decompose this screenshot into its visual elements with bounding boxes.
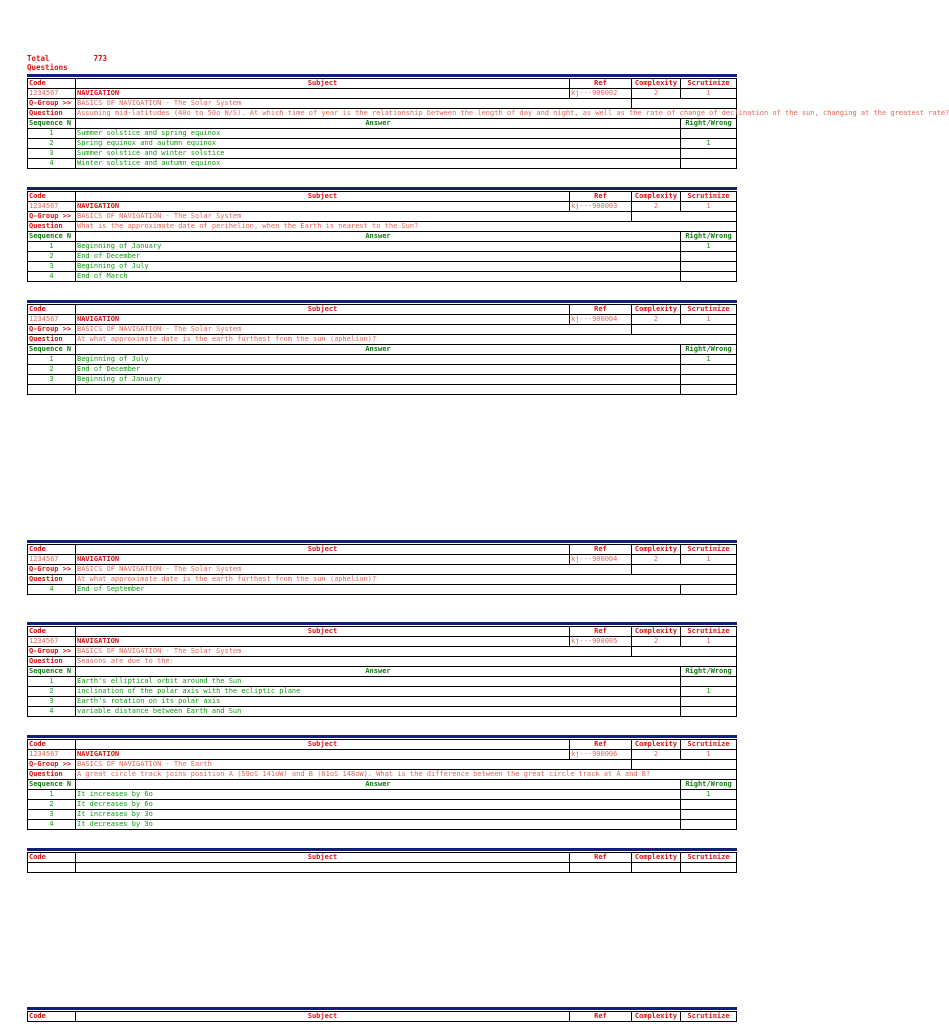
sequence-header: Sequence N xyxy=(28,232,76,242)
answer-header: Answer xyxy=(76,232,681,242)
answer-seq: 2 xyxy=(28,252,76,262)
answer-row xyxy=(28,365,737,375)
answer-text: Beginning of January xyxy=(76,375,681,385)
subject-header: Subject xyxy=(76,1012,570,1022)
question-label: Question xyxy=(28,335,76,345)
rightwrong-header: Right/Wrong xyxy=(681,667,737,677)
answer-rightwrong: 1 xyxy=(681,355,737,365)
answer-text: Beginning of July xyxy=(76,355,681,365)
complexity-value: 2 xyxy=(632,555,681,565)
complexity-header: Complexity xyxy=(632,545,681,555)
complexity-header: Complexity xyxy=(632,853,681,863)
subject-value: NAVIGATION xyxy=(76,637,570,647)
block-separator xyxy=(27,540,737,543)
answer-header: Answer xyxy=(76,780,681,790)
rightwrong-header: Right/Wrong xyxy=(681,345,737,355)
answer-seq: 3 xyxy=(28,697,76,707)
qgroup-label: Q-Group >> xyxy=(28,760,76,770)
question-block xyxy=(27,848,737,873)
scrutinize-value: 1 xyxy=(681,202,737,212)
code-value: 1234567 xyxy=(28,202,76,212)
block-separator xyxy=(27,1007,737,1010)
answer-header: Answer xyxy=(76,119,681,129)
answer-row xyxy=(28,149,737,159)
total-questions-label: Total Questions xyxy=(27,54,68,72)
answer-seq: 1 xyxy=(28,355,76,365)
answer-seq: 4 xyxy=(28,585,76,595)
answer-rightwrong: 1 xyxy=(681,139,737,149)
code-value: 1234567 xyxy=(28,637,76,647)
block-separator xyxy=(27,300,737,303)
answer-rightwrong xyxy=(681,820,737,830)
complexity-header: Complexity xyxy=(632,1012,681,1022)
answer-row xyxy=(28,129,737,139)
qgroup-value: BASICS OF NAVIGATION - The Solar System xyxy=(76,647,632,657)
answer-seq: 1 xyxy=(28,242,76,252)
ref-header: Ref xyxy=(570,853,632,863)
answer-text: Spring equinox and autumn equinox xyxy=(76,139,681,149)
answer-row xyxy=(28,252,737,262)
answer-seq: 3 xyxy=(28,810,76,820)
complexity-header: Complexity xyxy=(632,627,681,637)
question-block xyxy=(27,540,737,595)
subject-value: NAVIGATION xyxy=(76,315,570,325)
complexity-value: 2 xyxy=(632,750,681,760)
answer-row xyxy=(28,820,737,830)
answer-text: End of December xyxy=(76,252,681,262)
question-text: What is the approximate date of perihelion, when the Earth is nearest to the Sun? xyxy=(76,222,737,232)
code-header: Code xyxy=(28,305,76,315)
subject-value: NAVIGATION xyxy=(76,555,570,565)
answer-text: It increases by 6o xyxy=(76,790,681,800)
subject-header: Subject xyxy=(76,305,570,315)
answer-text: Winter solstice and autumn equinox xyxy=(76,159,681,169)
answer-rightwrong xyxy=(681,585,737,595)
subject-header: Subject xyxy=(76,740,570,750)
question-label: Question xyxy=(28,109,76,119)
complexity-value: 2 xyxy=(632,315,681,325)
answer-row xyxy=(28,697,737,707)
subject-header: Subject xyxy=(76,192,570,202)
answer-seq: 4 xyxy=(28,272,76,282)
scrutinize-value: 1 xyxy=(681,637,737,647)
answer-row xyxy=(28,272,737,282)
scrutinize-value: 1 xyxy=(681,555,737,565)
qgroup-value: BASICS OF NAVIGATION - The Solar System xyxy=(76,99,632,109)
answer-rightwrong xyxy=(681,365,737,375)
subject-header: Subject xyxy=(76,853,570,863)
total-questions xyxy=(27,54,107,72)
subject-value: NAVIGATION xyxy=(76,89,570,99)
answer-row xyxy=(28,355,737,365)
answer-header: Answer xyxy=(76,345,681,355)
answer-text: Earth's elliptical orbit around the Sun xyxy=(76,677,681,687)
answer-seq: 2 xyxy=(28,365,76,375)
ref-value: kj---900003 xyxy=(570,202,632,212)
answer-rightwrong xyxy=(681,272,737,282)
answer-seq: 1 xyxy=(28,677,76,687)
question-block xyxy=(27,187,737,282)
ref-value: kj---900004 xyxy=(570,315,632,325)
answer-row xyxy=(28,242,737,252)
subject-header: Subject xyxy=(76,79,570,89)
qgroup-value: BASICS OF NAVIGATION - The Solar System xyxy=(76,325,632,335)
ref-value: kj---900004 xyxy=(570,555,632,565)
sequence-header: Sequence N xyxy=(28,667,76,677)
rightwrong-header: Right/Wrong xyxy=(681,232,737,242)
scrutinize-header: Scrutinize xyxy=(681,1012,737,1022)
block-separator xyxy=(27,622,737,625)
code-value: 1234567 xyxy=(28,89,76,99)
answer-row xyxy=(28,810,737,820)
answer-row xyxy=(28,677,737,687)
answer-rightwrong xyxy=(681,262,737,272)
complexity-value: 2 xyxy=(632,637,681,647)
question-label: Question xyxy=(28,657,76,667)
answer-text: Summer solstice and spring equinox xyxy=(76,129,681,139)
answer-rightwrong xyxy=(681,375,737,385)
answer-header: Answer xyxy=(76,667,681,677)
question-text: A great circle track joins position A (59oS 141oW) and B (61oS 148oW). What is the difference between the great circle track at A and B? xyxy=(76,770,737,780)
answer-seq: 2 xyxy=(28,800,76,810)
scrutinize-header: Scrutinize xyxy=(681,79,737,89)
answer-row xyxy=(28,790,737,800)
code-header: Code xyxy=(28,79,76,89)
question-block xyxy=(27,1007,737,1022)
qgroup-value: BASICS OF NAVIGATION - The Solar System xyxy=(76,212,632,222)
ref-header: Ref xyxy=(570,1012,632,1022)
answer-seq: 3 xyxy=(28,375,76,385)
complexity-value: 2 xyxy=(632,202,681,212)
answer-rightwrong xyxy=(681,149,737,159)
block-separator xyxy=(27,848,737,851)
scrutinize-value: 1 xyxy=(681,89,737,99)
question-block xyxy=(27,74,949,169)
complexity-header: Complexity xyxy=(632,305,681,315)
ref-value: kj---900006 xyxy=(570,750,632,760)
answer-seq: 1 xyxy=(28,790,76,800)
code-value: 1234567 xyxy=(28,315,76,325)
qgroup-label: Q-Group >> xyxy=(28,647,76,657)
sequence-header: Sequence N xyxy=(28,780,76,790)
question-text: Assuming mid-latitudes (40o to 50o N/S). At which time of year is the relationship between the length of day and night, as well as the rate of change of declination of the sun, changing at the greatest rate? xyxy=(77,109,949,117)
sequence-header: Sequence N xyxy=(28,119,76,129)
ref-value: kj---900005 xyxy=(570,637,632,647)
answer-row xyxy=(28,687,737,697)
answer-rightwrong: 1 xyxy=(681,242,737,252)
answer-row xyxy=(28,800,737,810)
answer-seq: 1 xyxy=(28,129,76,139)
complexity-value: 2 xyxy=(632,89,681,99)
answer-row xyxy=(28,139,737,149)
block-separator xyxy=(27,187,737,190)
code-header: Code xyxy=(28,740,76,750)
code-value: 1234567 xyxy=(28,750,76,760)
answer-seq: 4 xyxy=(28,707,76,717)
answer-rightwrong xyxy=(681,129,737,139)
qgroup-value: BASICS OF NAVIGATION - The Solar System xyxy=(76,565,632,575)
question-text: At what approximate date is the earth furthest from the sun (aphelion)? xyxy=(76,575,737,585)
complexity-header: Complexity xyxy=(632,740,681,750)
scrutinize-header: Scrutinize xyxy=(681,305,737,315)
block-separator xyxy=(27,735,737,738)
answer-rightwrong xyxy=(681,707,737,717)
answer-row xyxy=(28,385,737,395)
question-block xyxy=(27,300,737,395)
answer-text: Beginning of July xyxy=(76,262,681,272)
qgroup-label: Q-Group >> xyxy=(28,325,76,335)
answer-rightwrong xyxy=(681,252,737,262)
question-block xyxy=(27,735,737,830)
answer-row xyxy=(28,707,737,717)
ref-header: Ref xyxy=(570,79,632,89)
scrutinize-header: Scrutinize xyxy=(681,740,737,750)
answer-seq: 4 xyxy=(28,820,76,830)
answer-text: inclination of the polar axis with the ecliptic plane xyxy=(76,687,681,697)
code-header: Code xyxy=(28,545,76,555)
answer-seq: 2 xyxy=(28,139,76,149)
code-header: Code xyxy=(28,853,76,863)
code-value: 1234567 xyxy=(28,555,76,565)
question-text: Seasons are due to the: xyxy=(76,657,737,667)
answer-row xyxy=(28,375,737,385)
question-block xyxy=(27,622,737,717)
scrutinize-header: Scrutinize xyxy=(681,627,737,637)
answer-seq: 3 xyxy=(28,262,76,272)
rightwrong-header: Right/Wrong xyxy=(681,119,737,129)
complexity-header: Complexity xyxy=(632,79,681,89)
answer-text: End of December xyxy=(76,365,681,375)
question-label: Question xyxy=(28,222,76,232)
answer-rightwrong xyxy=(681,677,737,687)
scrutinize-value: 1 xyxy=(681,315,737,325)
ref-header: Ref xyxy=(570,627,632,637)
code-header: Code xyxy=(28,192,76,202)
answer-row xyxy=(28,159,737,169)
answer-text: Beginning of January xyxy=(76,242,681,252)
scrutinize-header: Scrutinize xyxy=(681,192,737,202)
sequence-header: Sequence N xyxy=(28,345,76,355)
ref-header: Ref xyxy=(570,545,632,555)
ref-header: Ref xyxy=(570,192,632,202)
answer-text: Summer solstice and winter solstice xyxy=(76,149,681,159)
answer-rightwrong: 1 xyxy=(681,687,737,697)
answer-text: It decreases by 6o xyxy=(76,800,681,810)
answer-rightwrong: 1 xyxy=(681,790,737,800)
qgroup-value: BASICS OF NAVIGATION - The Earth xyxy=(76,760,632,770)
ref-header: Ref xyxy=(570,305,632,315)
scrutinize-value: 1 xyxy=(681,750,737,760)
subject-value: NAVIGATION xyxy=(76,202,570,212)
subject-header: Subject xyxy=(76,627,570,637)
code-header: Code xyxy=(28,1012,76,1022)
answer-row xyxy=(28,585,737,595)
answer-rightwrong xyxy=(681,697,737,707)
ref-value: kj---900002 xyxy=(570,89,632,99)
block-separator xyxy=(27,74,737,77)
answer-text: Earth's rotation on its polar axis xyxy=(76,697,681,707)
answer-seq: 2 xyxy=(28,687,76,697)
total-questions-value: 773 xyxy=(93,54,108,63)
answer-text: variable distance between Earth and Sun xyxy=(76,707,681,717)
question-label: Question xyxy=(28,770,76,780)
question-label: Question xyxy=(28,575,76,585)
answer-rightwrong xyxy=(681,810,737,820)
subject-header: Subject xyxy=(76,545,570,555)
qgroup-label: Q-Group >> xyxy=(28,99,76,109)
answer-text: End of September xyxy=(76,585,681,595)
answer-text: End of March xyxy=(76,272,681,282)
answer-text: It increases by 3o xyxy=(76,810,681,820)
question-text: At what approximate date is the earth furthest from the sun (aphelion)? xyxy=(76,335,737,345)
qgroup-label: Q-Group >> xyxy=(28,565,76,575)
answer-rightwrong xyxy=(681,800,737,810)
ref-header: Ref xyxy=(570,740,632,750)
answer-row xyxy=(28,262,737,272)
answer-seq: 3 xyxy=(28,149,76,159)
complexity-header: Complexity xyxy=(632,192,681,202)
code-header: Code xyxy=(28,627,76,637)
rightwrong-header: Right/Wrong xyxy=(681,780,737,790)
scrutinize-header: Scrutinize xyxy=(681,545,737,555)
answer-rightwrong xyxy=(681,159,737,169)
answer-text: It decreases by 3o xyxy=(76,820,681,830)
qgroup-label: Q-Group >> xyxy=(28,212,76,222)
scrutinize-header: Scrutinize xyxy=(681,853,737,863)
answer-seq: 4 xyxy=(28,159,76,169)
subject-value: NAVIGATION xyxy=(76,750,570,760)
